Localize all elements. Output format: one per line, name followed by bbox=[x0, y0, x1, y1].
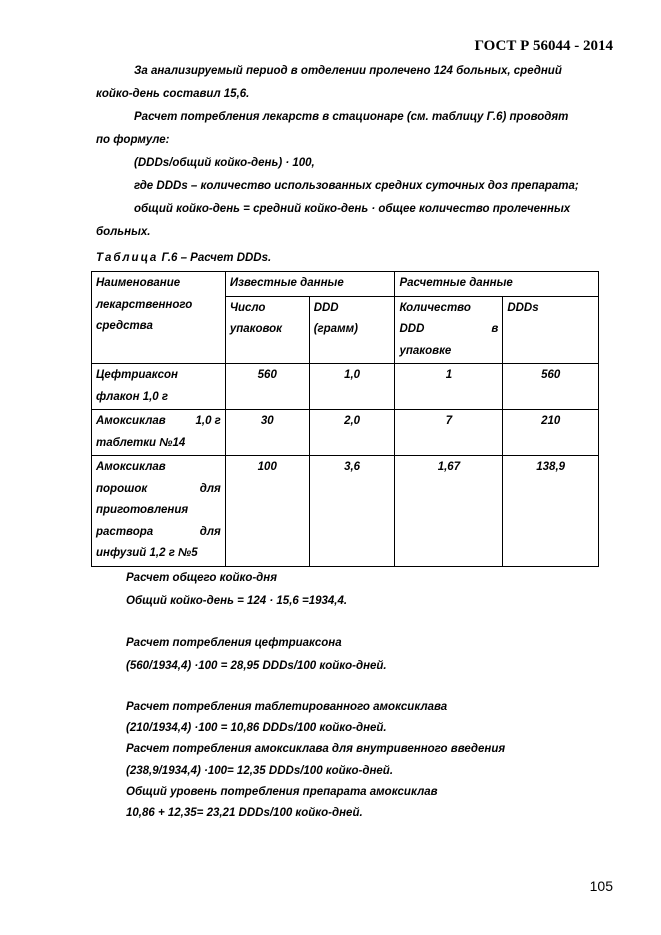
header-line bbox=[399, 319, 498, 341]
name-line: Цефтриаксон bbox=[96, 369, 178, 381]
document-header: ГОСТ Р 56044 - 2014 bbox=[474, 38, 613, 54]
cell-ddds: 210 bbox=[503, 410, 599, 456]
cell-name bbox=[92, 364, 226, 410]
header-line: Число bbox=[229, 301, 266, 314]
text-line: больных. bbox=[96, 226, 151, 238]
name-word: для bbox=[199, 525, 221, 538]
cell-ddd: 1,0 bbox=[309, 364, 395, 410]
header-line: упаковок bbox=[229, 323, 283, 335]
name-line bbox=[96, 522, 221, 544]
text-line: по формуле: bbox=[96, 134, 170, 146]
name-line: таблетки №14 bbox=[96, 436, 186, 449]
total-definition bbox=[96, 198, 613, 221]
header-known: Известные данные bbox=[225, 272, 395, 297]
table-row bbox=[92, 456, 599, 567]
formula: (DDDs/общий койко-день) · 100, bbox=[134, 157, 315, 169]
header-line: упаковке bbox=[399, 344, 452, 357]
header-line: Количество bbox=[399, 301, 471, 314]
name-line bbox=[96, 411, 221, 433]
cell-qty: 7 bbox=[395, 410, 503, 456]
formula-definition: где DDDs – количество использованных средних суточных доз препарата; bbox=[134, 180, 579, 192]
name-line: флакон 1,0 г bbox=[96, 390, 169, 403]
paragraph-formula-intro bbox=[96, 106, 613, 129]
cell-ddd: 2,0 bbox=[309, 410, 395, 456]
calc-heading: Расчет потребления цефтриаксона bbox=[126, 637, 342, 649]
header-qty bbox=[395, 296, 503, 364]
calc-line: Общий койко-день = 124 · 15,6 =1934,4. bbox=[126, 595, 348, 607]
header-ddds: DDDs bbox=[503, 296, 599, 364]
header-word: DDD bbox=[399, 323, 425, 335]
text-line: Расчет потребления лекарств в стационаре (см. таблицу Г.6) проводят bbox=[134, 111, 569, 123]
name-line: инфузий 1,2 г №5 bbox=[96, 547, 198, 559]
cell-name bbox=[92, 410, 226, 456]
text-line: общий койко-день = средний койко-день · общее количество пролеченных bbox=[134, 203, 571, 215]
caption-text: Г.6 – Расчет DDDs. bbox=[158, 252, 272, 264]
header-word: в bbox=[491, 323, 499, 335]
name-line: Амоксиклав bbox=[96, 461, 166, 473]
header-line: DDD bbox=[313, 301, 339, 314]
cell-qty: 1 bbox=[395, 364, 503, 410]
caption-word: Таблица bbox=[96, 252, 159, 264]
cell-ddd: 3,6 bbox=[309, 456, 395, 567]
calc-heading: Расчет потребления амоксиклава для внутривенного введения bbox=[126, 743, 506, 755]
name-word: Амоксиклав bbox=[96, 415, 166, 427]
page-number: 105 bbox=[589, 878, 613, 894]
header-line: средства bbox=[96, 320, 153, 332]
calc-line: (238,9/1934,4) ·100= 12,35 DDDs/100 койко-дней. bbox=[126, 765, 394, 777]
header-ddd bbox=[309, 296, 395, 364]
calc-line: 10,86 + 12,35= 23,21 DDDs/100 койко-дней. bbox=[126, 807, 363, 819]
paragraph-period bbox=[96, 60, 613, 83]
cell-ddds: 138,9 bbox=[503, 456, 599, 567]
header-packs bbox=[225, 296, 309, 364]
calc-line: (210/1934,4) ·100 = 10,86 DDDs/100 койко-дней. bbox=[126, 722, 387, 734]
cell-packs: 560 bbox=[225, 364, 309, 410]
header-line: Наименование bbox=[96, 277, 181, 289]
name-word: для bbox=[199, 482, 221, 495]
text-line: койко-день составил 15,6. bbox=[96, 88, 250, 100]
header-line: (грамм) bbox=[313, 323, 358, 335]
ddds-table bbox=[91, 271, 599, 567]
table-header-row bbox=[92, 272, 599, 297]
name-word: раствора bbox=[96, 525, 154, 538]
table-caption bbox=[96, 252, 271, 264]
calc-heading: Расчет общего койко-дня bbox=[126, 572, 278, 584]
text-line: За анализируемый период в отделении пролечено 124 больных, средний bbox=[134, 65, 562, 77]
name-line: приготовления bbox=[96, 504, 189, 516]
header-name bbox=[92, 272, 226, 364]
header-line: лекарственного bbox=[96, 298, 193, 311]
header-calc: Расчетные данные bbox=[395, 272, 599, 297]
cell-packs: 100 bbox=[225, 456, 309, 567]
cell-name bbox=[92, 456, 226, 567]
cell-packs: 30 bbox=[225, 410, 309, 456]
table-row bbox=[92, 410, 599, 456]
name-word: 1,0 г bbox=[195, 415, 221, 427]
cell-ddds: 560 bbox=[503, 364, 599, 410]
name-word: порошок bbox=[96, 482, 148, 495]
calc-line: (560/1934,4) ·100 = 28,95 DDDs/100 койко-дней. bbox=[126, 660, 387, 672]
table-row bbox=[92, 364, 599, 410]
cell-qty: 1,67 bbox=[395, 456, 503, 567]
calc-heading: Общий уровень потребления препарата амоксиклав bbox=[126, 786, 438, 798]
name-line bbox=[96, 479, 221, 501]
calc-heading: Расчет потребления таблетированного амоксиклава bbox=[126, 701, 448, 713]
